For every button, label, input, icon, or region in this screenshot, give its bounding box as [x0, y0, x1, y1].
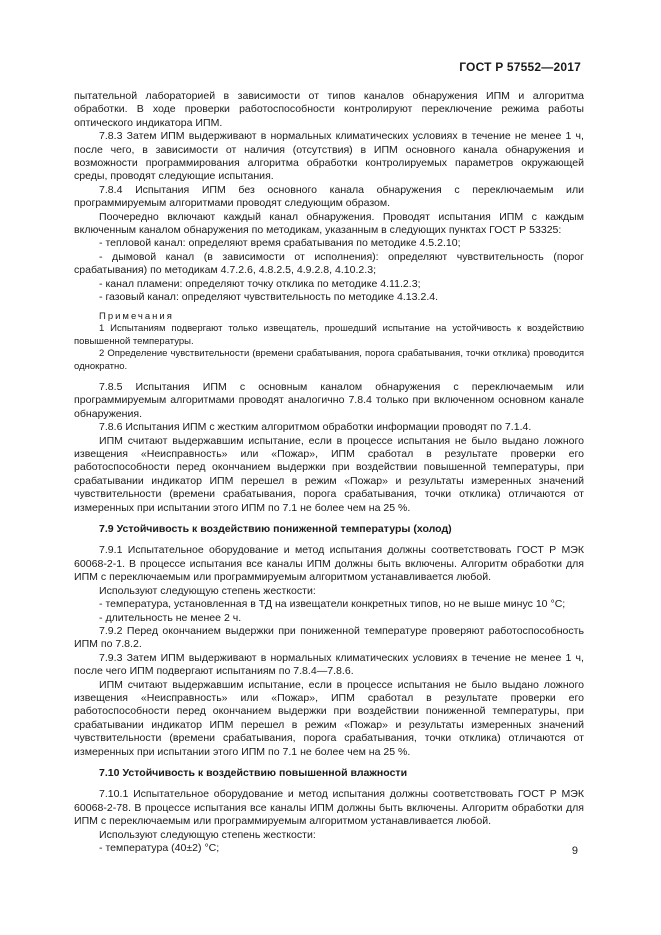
page-number: 9 [571, 845, 578, 857]
list-item: - длительность не менее 2 ч. [99, 611, 242, 624]
section-heading: 7.9 Устойчивость к воздействию пониженной температуры (холод) [99, 523, 452, 536]
notes-title: Примечания [99, 310, 174, 322]
list-item: - тепловой канал: определяют время срабатывания по методике 4.5.2.10; [99, 237, 461, 250]
paragraph: 7.8.6 Испытания ИПМ с жестким алгоритмом обработки информации проводят по 7.1.4. [99, 421, 532, 434]
document-body [74, 90, 584, 855]
paragraph: Используют следующую степень жесткости: [99, 584, 316, 597]
list-item: - дымовой канал (в зависимости от исполнения): определяют чувствительность (порог срабатывания) по методикам 4.7.2.6, 4.8.2.5, 4.9.2.8, 4.10.2.3; [74, 250, 584, 277]
note-item: 1 Испытаниям подвергают только извещатель, прошедший испытание на устойчивость к воздействию повышенной температуры. [74, 323, 584, 347]
paragraph: 7.10.1 Испытательное оборудование и метод испытания должны соответствовать ГОСТ Р МЭК 60068-2-78. В процессе испытания все каналы ИПМ должны быть включены. Алгоритм обработки для ИПМ с переключаемым или программируемым алгоритмом устанавливается любой. [74, 788, 584, 828]
list-item: - газовый канал: определяют чувствительность по методике 4.13.2.4. [99, 291, 439, 304]
paragraph: 7.8.3 Затем ИПМ выдерживают в нормальных климатических условиях в течение не менее 1 ч, после чего, в зависимости от наличия (отсутствия) в ИПМ основного канала обнаружения и возможности программирования алгоритма обработки контролируемых параметров окружающей среды, проводят следующие испытания. [74, 130, 584, 183]
paragraph: ИПМ считают выдержавшим испытание, если в процессе испытания не было выдано ложного извещения «Неисправность» или «Пожар», ИПМ сработал в результате проверки его работоспособности перед окончанием выдержки при воздействии пониженной температуры, при срабатывании индикатор ИПМ перешел в режим «Пожар» и результаты измеренных значений чувствительности (времени срабатывания, порога срабатывания, точки отклика) отличаются от измеренных при испытании этого ИПМ по 7.1 не более чем на 25 %. [74, 678, 584, 758]
paragraph: 7.8.5 Испытания ИПМ с основным каналом обнаружения с переключаемым или программируемым алгоритмами проводят аналогично 7.8.4 только при включенном основном канале обнаружения. [74, 381, 584, 420]
note-item: 2 Определение чувствительности (времени срабатывания, порога срабатывания, точки отклика) проводится однократно. [74, 348, 584, 372]
paragraph: ИПМ считают выдержавшим испытание, если в процессе испытания не было выдано ложного извещения «Неисправность» или «Пожар», ИПМ сработал в результате проверки его работоспособности перед окончанием выдержки при воздействии повышенной температуры, при срабатывании индикатор ИПМ перешел в режим «Пожар» и результаты измеренных значений чувствительности (времени срабатывания, порога срабатывания, точки отклика) отличаются от измеренных при испытании этого ИПМ по 7.1 не более чем на 25 %. [74, 434, 584, 514]
list-item: - температура (40±2) °С; [99, 842, 220, 854]
paragraph: Поочередно включают каждый канал обнаружения. Проводят испытания ИПМ с каждым включенным каналом обнаружения по методикам, указанным в следующих пунктах ГОСТ Р 53325: [74, 210, 584, 237]
paragraph: Используют следующую степень жесткости: [99, 828, 316, 841]
paragraph: 7.9.2 Перед окончанием выдержки при пониженной температуре проверяют работоспособность ИПМ по 7.8.2. [74, 624, 584, 651]
paragraph: 7.9.1 Испытательное оборудование и метод испытания должны соответствовать ГОСТ Р МЭК 60068-2-1. В процессе испытания все каналы ИПМ должны быть включены. Алгоритм обработки для ИПМ с переключаемым или программируемым алгоритмом устанавливается любой. [74, 544, 584, 584]
paragraph: 7.9.3 Затем ИПМ выдерживают в нормальных климатических условиях в течение не менее 1 ч, после чего ИПМ подвергают испытаниям по 7.8.4—7.8.6. [74, 651, 584, 678]
list-item: - температура, установленная в ТД на извещатели конкретных типов, но не выше минус 10 °С; [99, 598, 566, 611]
paragraph: 7.8.4 Испытания ИПМ без основного канала обнаружения с переключаемым или программируемым алгоритмами проводят следующим образом. [74, 183, 584, 210]
document-header: ГОСТ Р 57552—2017 [459, 60, 581, 74]
list-item: - канал пламени: определяют точку отклика по методике 4.11.2.3; [99, 277, 421, 290]
paragraph: пытательной лабораторией в зависимости от типов каналов обнаружения ИПМ и алгоритма обработки. В ходе проверки работоспособности контролируют переключение режима работы оптического индикатора ИПМ. [74, 90, 584, 129]
section-heading: 7.10 Устойчивость к воздействию повышенной влажности [99, 766, 408, 779]
